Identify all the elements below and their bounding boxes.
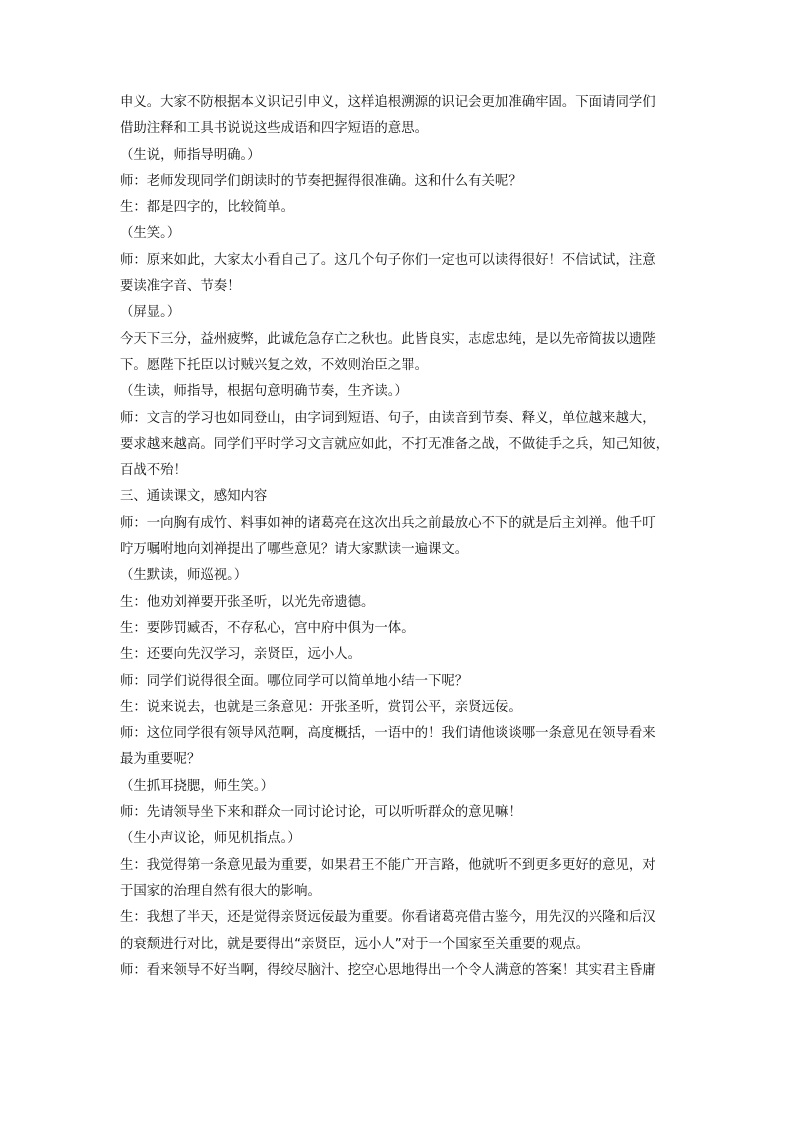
text-line: 今天下三分，益州疲弊，此诚危急存亡之秋也。此皆良实，志虑忠纯，是以先帝简拔以遗陛: [120, 331, 656, 347]
text-line: 的衰颓进行对比，就是要得出“亲贤臣，远小人”对于一个国家至关重要的观点。: [120, 936, 590, 952]
text-line: 生：我想了半天，还是觉得亲贤远佞最为重要。你看诸葛亮借古鉴今，用先汉的兴隆和后汉: [120, 910, 656, 926]
text-line: 师：原来如此，大家太小看自己了。这几个句子你们一定也可以读得很好！不信试试，注意: [120, 252, 656, 268]
text-line: 师：一向胸有成竹、料事如神的诸葛亮在这次出兵之前最放心不下的就是后主刘禅。他千叮: [120, 515, 656, 531]
text-line: 师：文言的学习也如同登山，由字词到短语、句子，由读音到节奏、释义，单位越来越大，: [120, 410, 656, 426]
text-line: （生读，师指导，根据句意明确节奏，生齐读。）: [120, 384, 408, 400]
text-line: 师：同学们说得很全面。哪位同学可以简单地小结一下呢？: [120, 673, 469, 689]
text-line: 借助注释和工具书说说这些成语和四字短语的意思。: [120, 121, 428, 137]
text-line: 师：先请领导坐下来和群众一同讨论讨论，可以听听群众的意见嘛！: [120, 805, 522, 821]
text-line: 师：看来领导不好当啊，得绞尽脑汁、挖空心思地得出一个令人满意的答案！其实君主昏庸: [120, 962, 656, 978]
text-line: 师：老师发现同学们朗读时的节奏把握得很准确。这和什么有关呢？: [120, 173, 522, 189]
text-line: 生：他劝刘禅要开张圣听，以光先帝遗德。: [120, 594, 375, 610]
text-line: 百战不殆！: [120, 463, 187, 479]
text-line: （生笑。）: [120, 226, 181, 242]
text-line: 师：这位同学很有领导风范啊，高度概括，一语中的！我们请他谈谈哪一条意见在领导看来: [120, 726, 656, 742]
text-line: 咛万嘱咐地向刘禅提出了哪些意见？请大家默读一遍课文。: [120, 542, 469, 558]
text-line: 生：说来说去，也就是三条意见：开张圣听，赏罚公平，亲贤远佞。: [120, 699, 522, 715]
text-line: （生小声议论，师见机指点。）: [120, 831, 301, 847]
text-line: 申义。大家不防根据本义识记引申义，这样追根溯源的识记会更加准确牢固。下面请同学们: [120, 95, 656, 110]
text-line: 生：我觉得第一条意见最为重要，如果君王不能广开言路，他就听不到更多更好的意见，对: [120, 857, 656, 873]
text-line: （生抓耳挠腮，师生笑。）: [120, 778, 274, 794]
text-line: 生：还要向先汉学习，亲贤臣，远小人。: [120, 647, 362, 663]
text-line: 最为重要呢？: [120, 752, 201, 768]
text-line: 三、通读课文，感知内容: [120, 489, 268, 505]
text-line: 要读准字音、节奏！: [120, 279, 241, 295]
text-line: 要求越来越高。同学们平时学习文言就应如此，不打无准备之战，不做徒手之兵，知己知彼，: [120, 436, 670, 452]
text-line: 生：都是四字的，比较简单。: [120, 200, 295, 216]
text-line: 下。愿陛下托臣以讨贼兴复之效，不效则治臣之罪。: [120, 357, 428, 373]
text-line: （生默读，师巡视。）: [120, 568, 248, 584]
text-line: 于国家的治理自然有很大的影响。: [120, 883, 321, 899]
text-line: 生：要陟罚臧否，不存私心，宫中府中俱为一体。: [120, 620, 415, 636]
document-body: [120, 90, 680, 984]
text-line: （屏显。）: [120, 305, 181, 321]
text-line: （生说，师指导明确。）: [120, 147, 261, 163]
